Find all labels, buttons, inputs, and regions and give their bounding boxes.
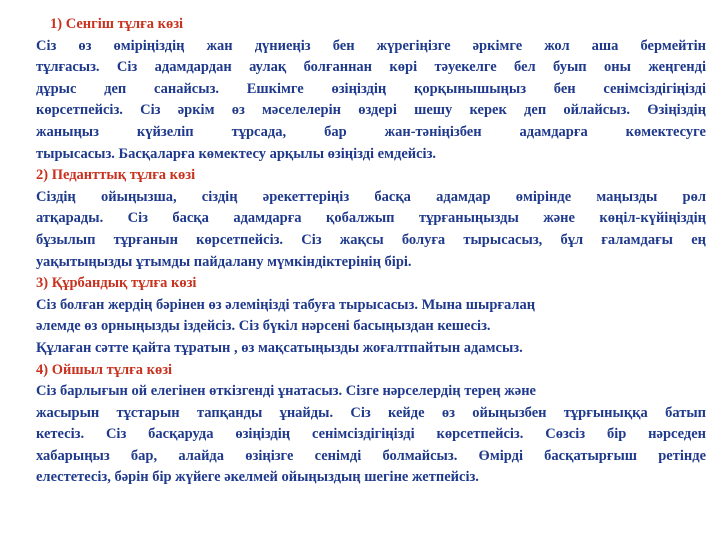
paragraph-line: бұзылып тұрғанын көрсетпейсіз. Сіз жақсы болуға тырысасыз, бұл ғаламдағы ең xyxy=(36,231,706,248)
paragraph-line: атқарады. Сіз басқа адамдарға қобалжып тұрғаныңызды және көңіл-күйіңіздің xyxy=(36,210,706,227)
section-heading-4: 4) Ойшыл тұлға көзі xyxy=(36,361,173,378)
paragraph-line: көрсетпейсіз. Сіз әркім өз мәселелерін өздері шешу керек деп ойлайсыз. Өзіңіздің xyxy=(36,102,706,119)
paragraph-line: тұлғасыз. Сіз адамдардан аулақ болғаннан көрі тәуекелге бел буып оны жеңгенді xyxy=(36,59,706,76)
paragraph-line: хабарыңыз бар, алайда өзіңізге сенімді болмайсыз. Өмірді басқатырғыш ретінде xyxy=(36,447,706,464)
paragraph-line: Сіз өз өміріңіздің жан дүниеңіз бен жүрегіңізге әркімге жол аша бермейтін xyxy=(36,37,706,54)
paragraph-line: жаныңыз күйзеліп тұрсада, бар жан-тәніңізбен адамдарға көмектесуге xyxy=(36,123,706,140)
section-heading-2: 2) Педанттық тұлға көзі xyxy=(36,167,196,184)
paragraph-line: тырысасыз. Басқаларға көмектесу арқылы өзіңізді емдейсіз. xyxy=(36,145,437,162)
paragraph-line: уақытыңызды ұтымды пайдалану мүмкіндіктерінің бірі. xyxy=(36,253,412,270)
paragraph-line: елестетесіз, бәрін бір жүйеге әкелмей ойыңыздың шегіне жетпейсіз. xyxy=(36,469,479,486)
paragraph-line: Құлаған сәтте қайта тұратын , өз мақсатыңызды жоғалтпайтын адамсыз. xyxy=(36,339,523,356)
section-heading-3: 3) Құрбандық тұлға көзі xyxy=(36,275,197,292)
paragraph-line: жасырын тұстарын тапқанды ұнайды. Сіз кейде өз ойыңызбен тұрғыныққа батып xyxy=(36,404,706,421)
document-body xyxy=(36,14,706,489)
section-heading-1: 1) Сенгіш тұлға көзі xyxy=(50,16,184,32)
paragraph-line: кетесіз. Сіз басқаруда өзіңіздің сенімсіздігіңізді көрсетпейсіз. Сөзсіз бір нәрседен xyxy=(36,426,706,443)
paragraph-line: Сіздің ойыңызша, сіздің әрекеттеріңіз басқа адамдар өмірінде маңызды рөл xyxy=(36,188,706,205)
paragraph-line: Сіз болған жердің бәрінен өз әлеміңізді табуға тырысасыз. Мына шырғалаң xyxy=(36,296,536,313)
paragraph-line: Сіз барлығын ой елегінен өткізгенді ұнатасыз. Сізге нәрселердің терең және xyxy=(36,383,536,400)
paragraph-line: дұрыс деп санайсыз. Ешкімге өзіңіздің қорқынышыңыз бен сенімсіздігіңізді xyxy=(36,80,706,97)
paragraph-line: әлемде өз орныңызды іздейсіз. Сіз бүкіл нәрсені басыңыздан кешесіз. xyxy=(36,318,491,335)
